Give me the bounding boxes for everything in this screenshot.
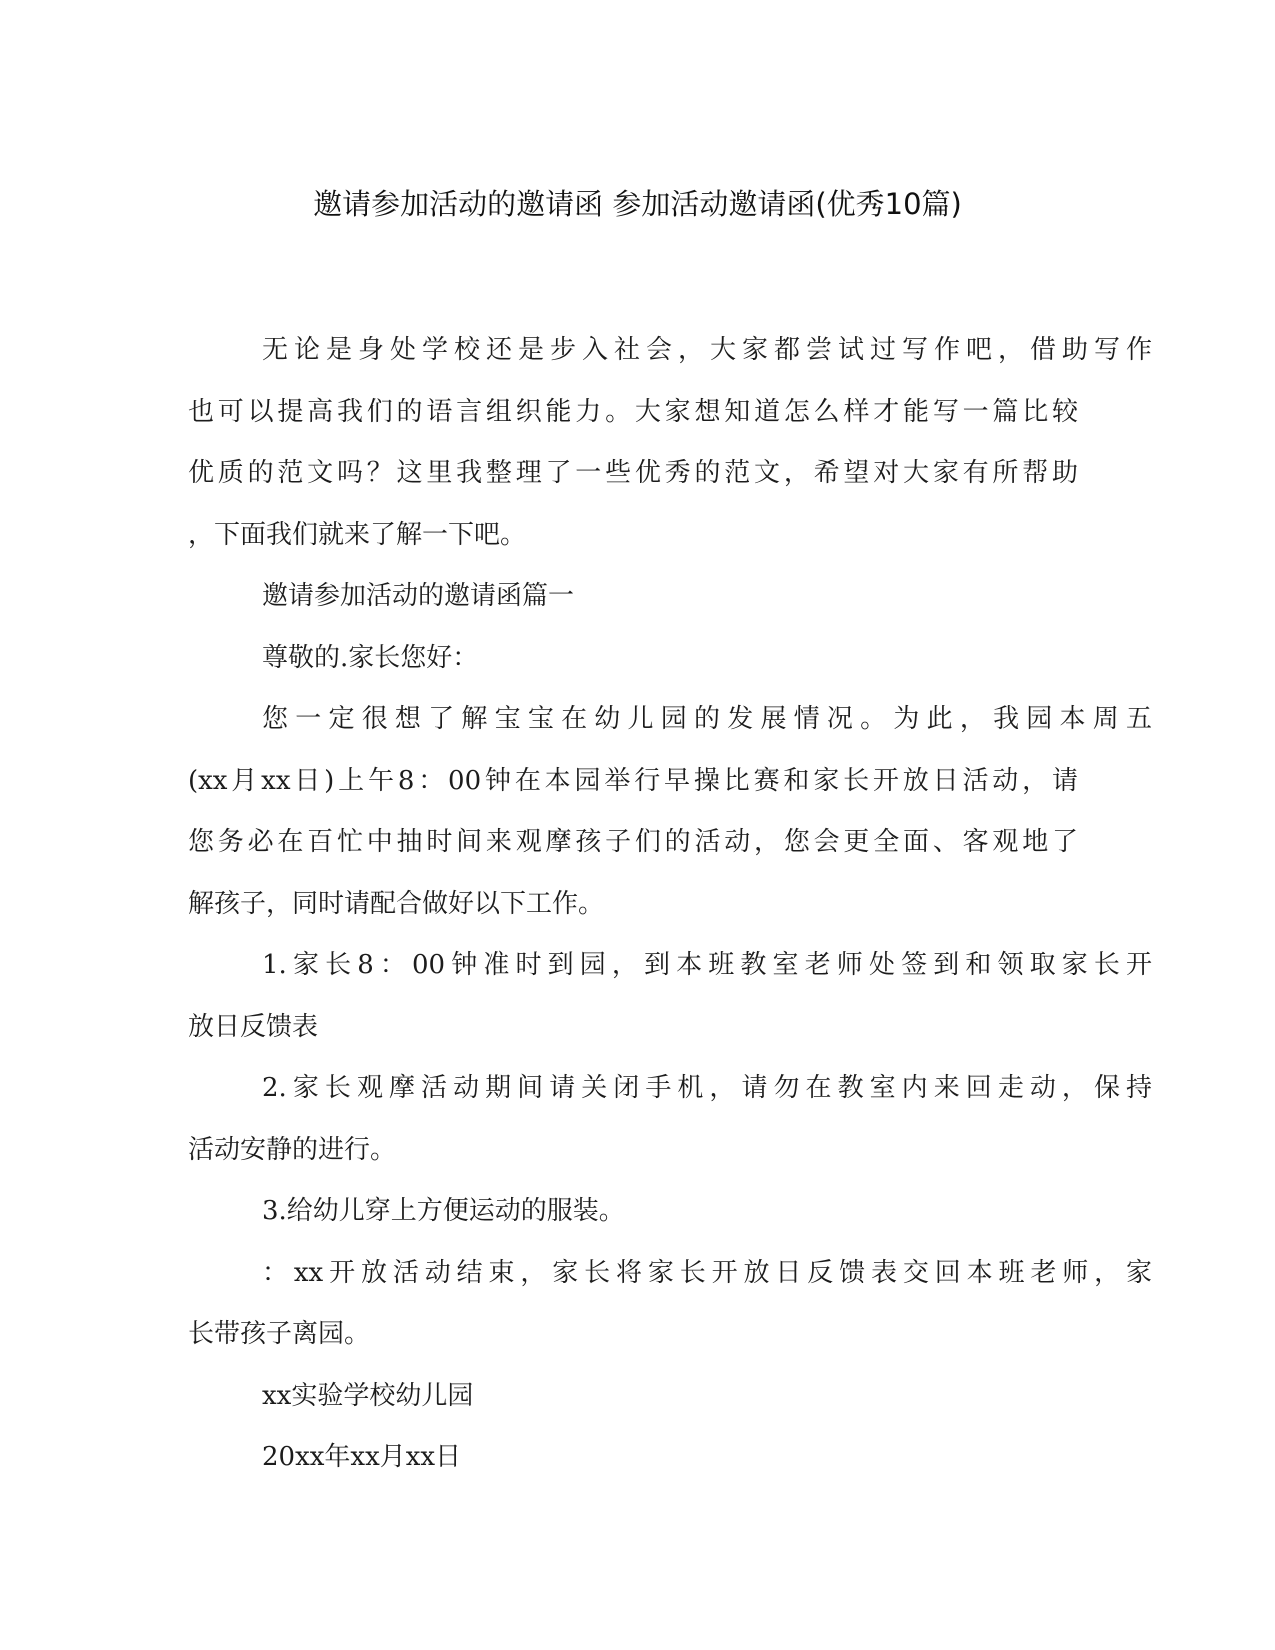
paragraph-line: 优质的范文吗？这里我整理了一些优秀的范文，希望对大家有所帮助 (188, 458, 1078, 488)
list-item-line: 1.家长8：00钟准时到园，到本班教室老师处签到和领取家长开 (262, 950, 1152, 980)
list-item-line: 2.家长观摩活动期间请关闭手机，请勿在教室内来回走动，保持 (262, 1073, 1152, 1103)
signature-date: 20xx年xx月xx日 (262, 1442, 462, 1472)
paragraph-line: 您务必在百忙中抽时间来观摩孩子们的活动，您会更全面、客观地了 (188, 827, 1078, 857)
document-title: 邀请参加活动的邀请函 参加活动邀请函(优秀10篇) (313, 187, 962, 221)
paragraph-line: 无论是身处学校还是步入社会，大家都尝试过写作吧，借助写作 (262, 335, 1152, 365)
salutation: 尊敬的.家长您好： (262, 642, 479, 673)
list-item-line: 放日反馈表 (188, 1011, 319, 1042)
list-item-line: 活动安静的进行。 (188, 1134, 397, 1165)
paragraph-line: 您一定很想了解宝宝在幼儿园的发展情况。为此，我园本周五 (262, 704, 1152, 734)
paragraph-line: 长带孩子离园。 (188, 1319, 371, 1349)
paragraph-line: (xx月xx日)上午8：00钟在本园举行早操比赛和家长开放日活动，请 (188, 765, 1078, 796)
section-heading: 邀请参加活动的邀请函篇一 (262, 581, 575, 611)
paragraph-line: 解孩子，同时请配合做好以下工作。 (188, 888, 605, 919)
document-body (188, 320, 1152, 1489)
list-item-line: 3.给幼儿穿上方便运动的服装。 (262, 1196, 625, 1226)
paragraph-line: 也可以提高我们的语言组织能力。大家想知道怎么样才能写一篇比较 (188, 396, 1078, 427)
signature-organization: xx实验学校幼儿园 (262, 1380, 474, 1411)
paragraph-line: ：xx开放活动结束，家长将家长开放日反馈表交回本班老师，家 (262, 1257, 1152, 1288)
paragraph-line: ，下面我们就来了解一下吧。 (188, 519, 527, 550)
